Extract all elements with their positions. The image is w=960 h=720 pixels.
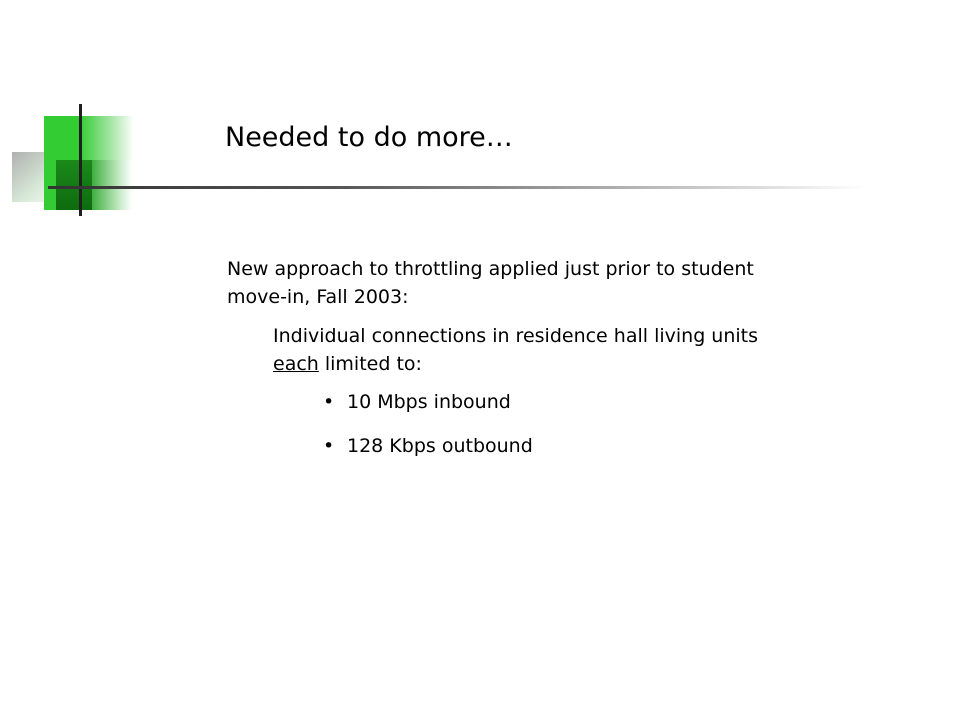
list-item (323, 388, 807, 416)
detail-text-after: limited to: (318, 353, 422, 375)
decorative-vertical-line (79, 104, 82, 216)
emphasis-each: each (273, 353, 319, 375)
bullet-list (227, 388, 807, 460)
title-underline-rule (48, 186, 868, 189)
slide-title: Needed to do more… (225, 122, 513, 153)
intro-paragraph: New approach to throttling applied just prior to student move-in, Fall 2003: (227, 258, 754, 308)
detail-paragraph (273, 322, 807, 378)
detail-text-before: Individual connections in residence hall living units (273, 325, 759, 347)
decorative-dark-green-square (56, 160, 92, 210)
bullet-icon: • (323, 391, 335, 413)
bullet-text: 10 Mbps inbound (347, 391, 511, 413)
list-item (323, 432, 807, 460)
bullet-icon: • (323, 435, 335, 457)
bullet-text: 128 Kbps outbound (347, 435, 533, 457)
decorative-fade-square (92, 160, 132, 210)
slide-body (227, 255, 807, 476)
